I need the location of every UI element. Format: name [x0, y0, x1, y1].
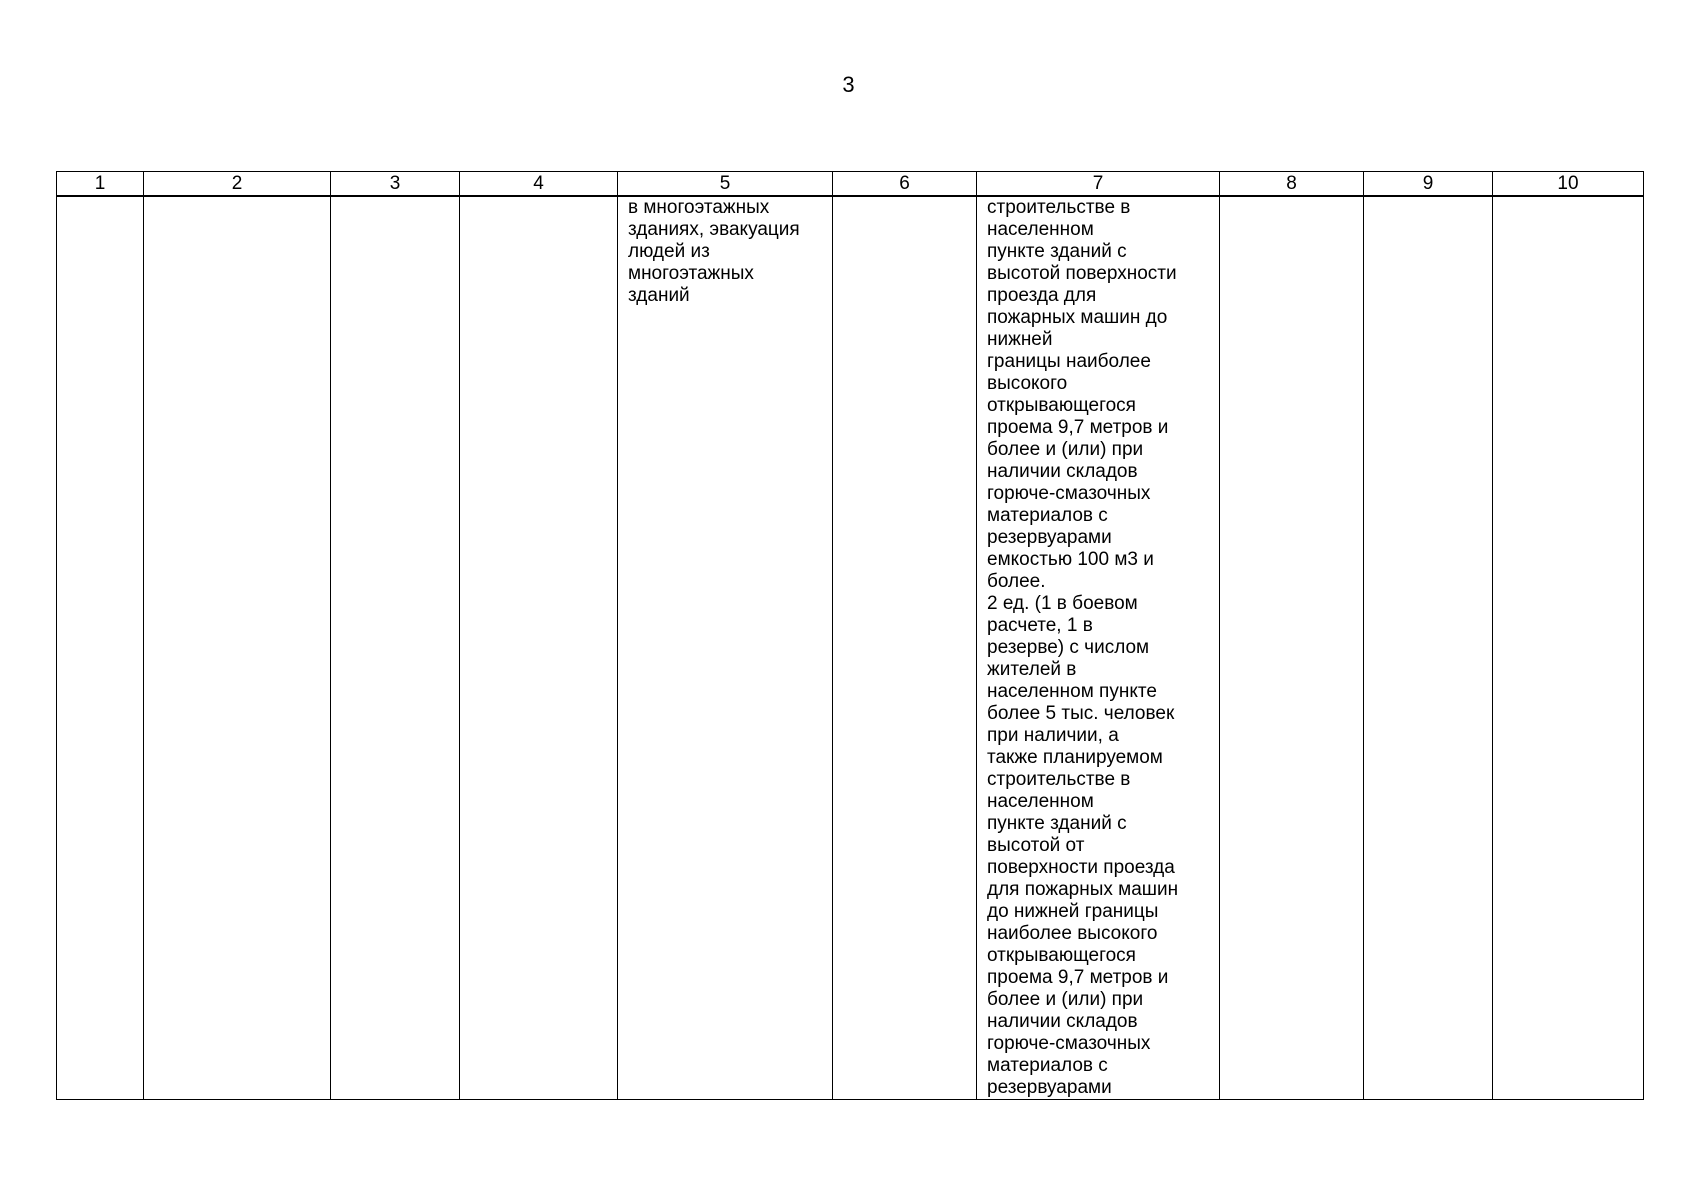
- column-header-5: 5: [618, 172, 833, 197]
- cell-col-8: [1220, 196, 1364, 1100]
- cell-col-1: [57, 196, 144, 1100]
- column-header-3: 3: [331, 172, 460, 197]
- header-row: [57, 172, 1644, 197]
- column-header-7: 7: [977, 172, 1220, 197]
- column-header-1: 1: [57, 172, 144, 197]
- column-header-2: 2: [144, 172, 331, 197]
- page-number: 3: [842, 72, 855, 97]
- cell-col-6: [833, 196, 977, 1100]
- column-header-10: 10: [1493, 172, 1644, 197]
- column-header-9: 9: [1364, 172, 1493, 197]
- document-table: [56, 171, 1644, 1100]
- cell-col-9: [1364, 196, 1493, 1100]
- column-header-8: 8: [1220, 172, 1364, 197]
- cell-col-3: [331, 196, 460, 1100]
- table-row: [57, 196, 1644, 1100]
- cell-text-col-5: в многоэтажных зданиях, эвакуация людей из многоэтажных зданий: [628, 197, 800, 306]
- column-header-6: 6: [833, 172, 977, 197]
- cell-col-7: [977, 196, 1220, 1100]
- cell-col-5: [618, 196, 833, 1100]
- cell-col-10: [1493, 196, 1644, 1100]
- cell-text-col-7: строительстве в населенном пункте зданий с высотой поверхности проезда для пожарных машин до нижней границы наиболее высокого открывающегося проема 9,7 метров и более и (или) при наличии складов горюче-смазочных материалов с резервуарами емкостью 100 м3 и более. 2 ед. (1 в боевом расчете, 1 в резерве) с числом жителей в населенном пункте более 5 тыс. человек при наличии, а также планируемом строительстве в населенном пункте зданий с высотой от поверхности проезда для пожарных машин до нижней границы наиболее высокого открывающегося проема 9,7 метров и более и (или) при наличии складов горюче-смазочных материалов с резервуарами: [987, 197, 1179, 1098]
- column-header-4: 4: [460, 172, 618, 197]
- cell-col-2: [144, 196, 331, 1100]
- cell-col-4: [460, 196, 618, 1100]
